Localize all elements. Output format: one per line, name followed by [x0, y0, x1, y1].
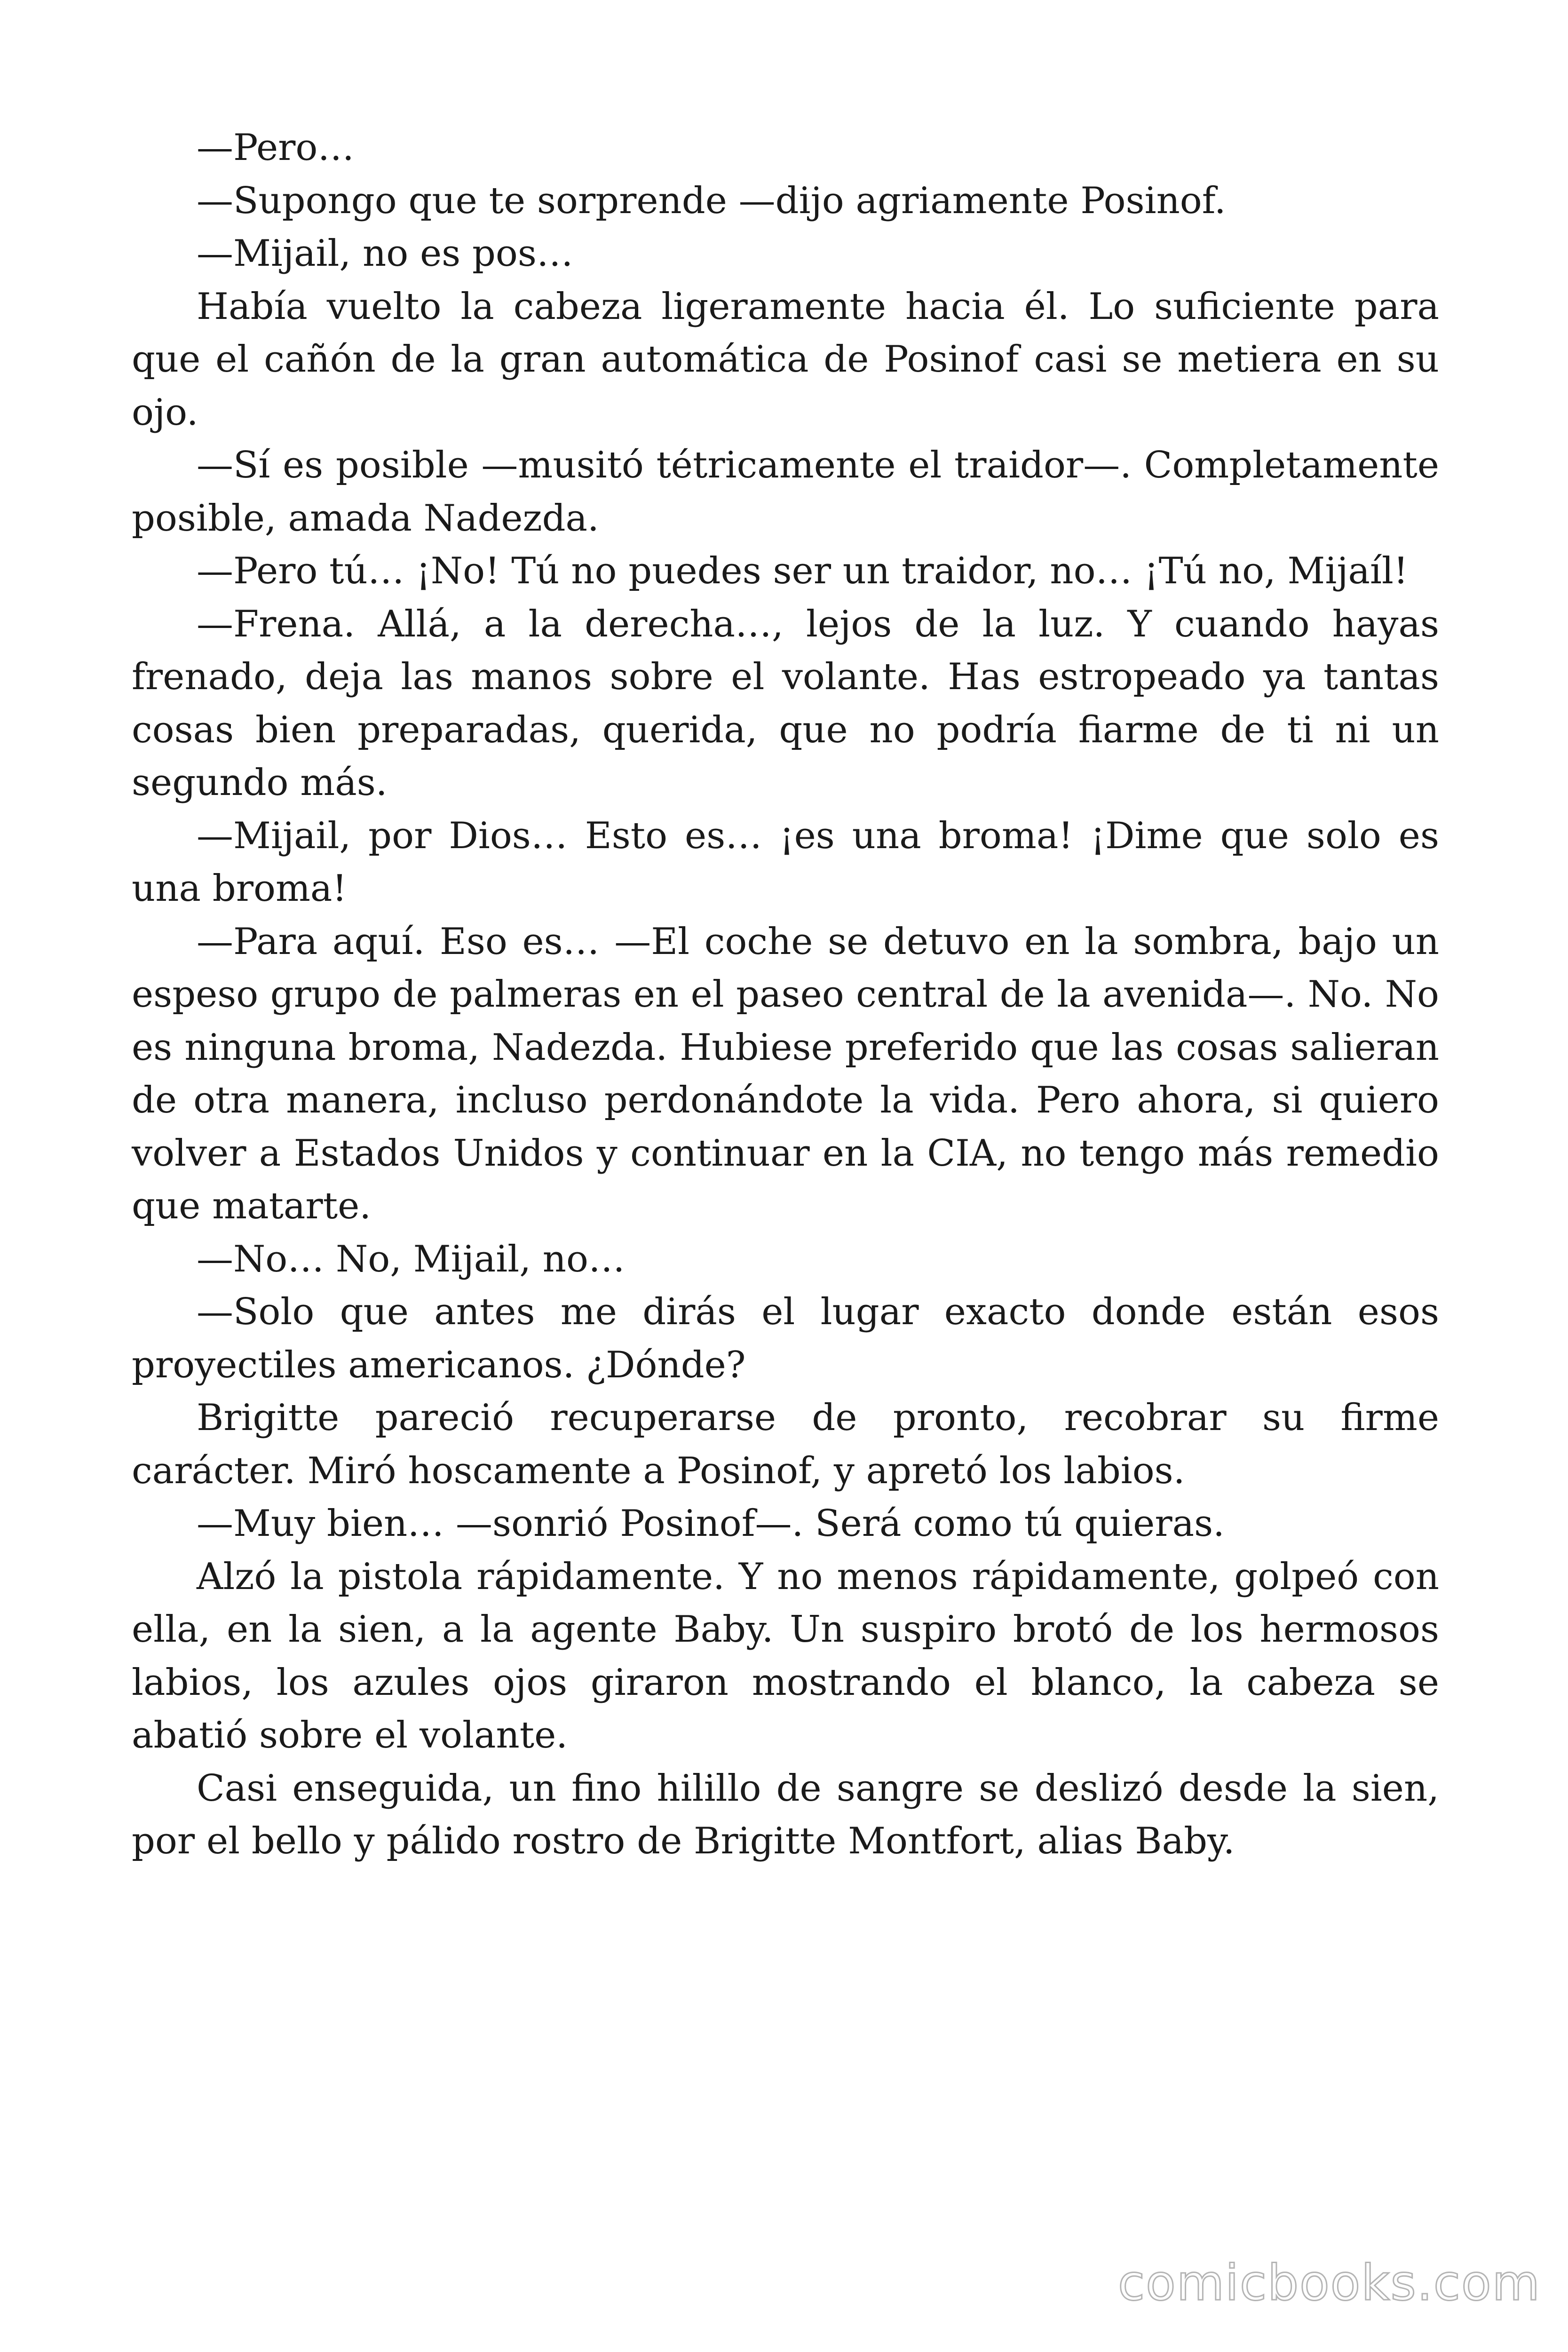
paragraph-9: —Para aquí. Eso es… —El coche se detuvo en la sombra, bajo un espeso grupo de palmeras en el paseo central de la avenida—. No. No es ninguna broma, Nadezda. Hubiese preferido que las cosas salieran de otra manera, incluso perdonándote la vida. Pero ahora, si quiero volver a Estados Unidos y continuar en la CIA, no tengo más remedio que matarte.: [132, 920, 1439, 1227]
paragraph-11: —Solo que antes me dirás el lugar exacto donde están esos proyectiles americanos. ¿Dónde?: [132, 1291, 1439, 1386]
paragraph-14: Alzó la pistola rápidamente. Y no menos rápidamente, golpeó con ella, en la sien, a la agente Baby. Un suspiro brotó de los hermosos labios, los azules ojos giraron mostrando el blanco, la cabeza se abatió sobre el volante.: [132, 1555, 1439, 1756]
paragraph-12: Brigitte pareció recuperarse de pronto, recobrar su firme carácter. Miró hoscamente a Posinof, y apretó los labios.: [132, 1397, 1439, 1492]
paragraph-6: —Pero tú… ¡No! Tú no puedes ser un traidor, no… ¡Tú no, Mijaíl!: [197, 550, 1409, 592]
paragraph-7: —Frena. Allá, a la derecha…, lejos de la luz. Y cuando hayas frenado, deja las manos sobre el volante. Has estropeado ya tantas cosas bien preparadas, querida, que no podría fiarme de ti ni un segundo más.: [132, 603, 1439, 804]
paragraph-3: —Mijail, no es pos…: [197, 232, 573, 275]
paragraph-8: —Mijail, por Dios… Esto es… ¡es una broma! ¡Dime que solo es una broma!: [132, 814, 1439, 910]
paragraph-5: —Sí es posible —musitó tétricamente el traidor—. Completamente posible, amada Nadezda.: [132, 444, 1439, 540]
paragraph-13: —Muy bien… —sonrió Posinof—. Será como tú quieras.: [197, 1502, 1225, 1545]
paragraph-10: —No… No, Mijail, no…: [197, 1238, 625, 1280]
paragraph-15: Casi enseguida, un fino hilillo de sangre se deslizó desde la sien, por el bello y pálido rostro de Brigitte Montfort, alias Baby.: [132, 1767, 1439, 1862]
paragraph-1: —Pero…: [197, 127, 355, 169]
body-text: [132, 121, 1439, 1868]
watermark: comicbooks.com: [1117, 2254, 1541, 2312]
paragraph-4: Había vuelto la cabeza ligeramente hacia él. Lo suficiente para que el cañón de la gran automática de Posinof casi se metiera en su ojo.: [132, 285, 1439, 434]
paragraph-2: —Supongo que te sorprende —dijo agriamente Posinof.: [197, 179, 1226, 222]
